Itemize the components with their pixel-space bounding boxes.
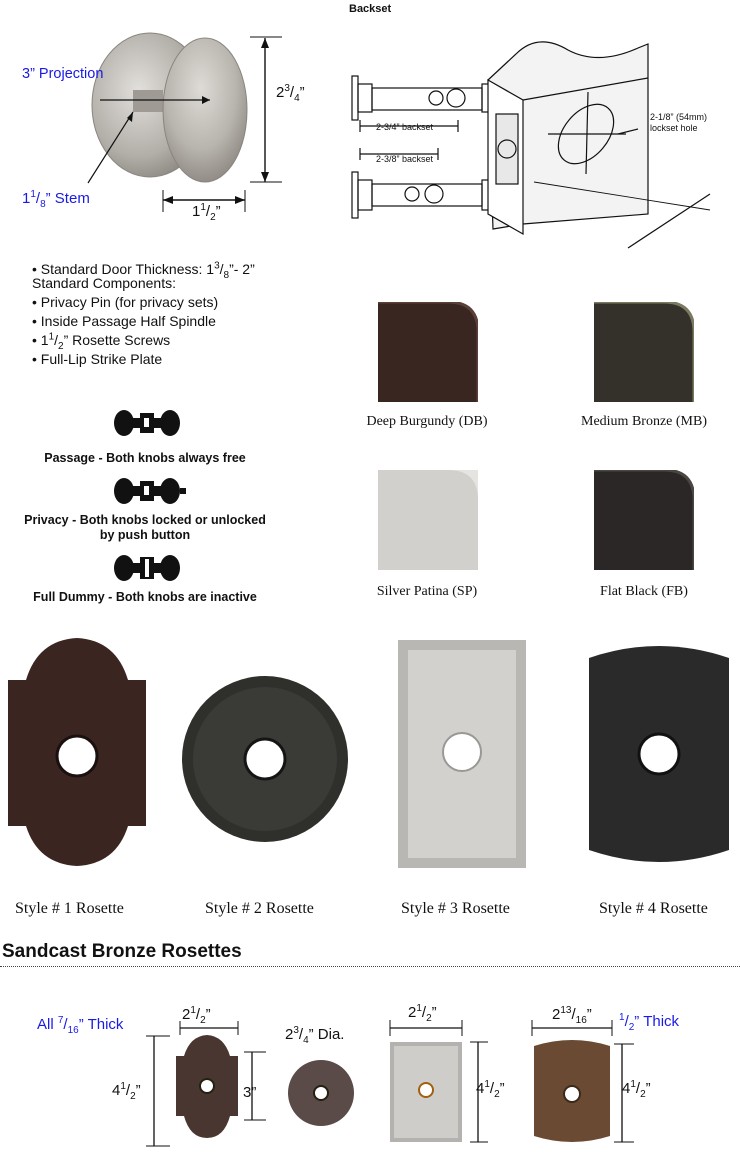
finish-label-sp: Silver Patina (SP) [376,584,478,599]
privacy-icon [110,474,190,513]
rosette-style-2-image [180,674,350,849]
bottom-rosette-1-diagram [140,1020,280,1155]
rosette-style-3-image [398,640,526,873]
rosette-style-1-label: Style # 1 Rosette [15,900,124,917]
spec-strike: • Full-Lip Strike Plate [32,351,163,367]
function-privacy: Privacy - Both knobs locked or unlocked by push button [24,513,266,542]
rosette-style-2-label: Style # 2 Rosette [205,900,314,917]
r2-dia-label: $2^3/_4$” Dia. [285,1025,345,1046]
passage-icon [110,405,185,446]
rosette-style-4-label: Style # 4 Rosette [599,900,708,917]
spec-item: • Inside Passage Half Spindle [32,313,216,329]
spec-screws: • $1^1/_2$” Rosette Screws [32,331,171,352]
r1-height-label: $4^1/_2$” [112,1081,141,1102]
bottom-rosette-2-diagram [286,1058,356,1133]
backset-drawing [338,14,738,264]
r1-inner-label: 3” [243,1084,257,1101]
knob-height-label: $2^3/_4$” [276,83,305,104]
stem-label: $1^1/_8$” Stem [22,189,90,210]
latch1-backset-label: 2-3/4” backset [376,122,434,132]
r4-width-label: $2^{13}/_{16}$” [552,1005,592,1026]
function-passage: Passage - Both knobs always free [44,451,246,465]
projection-label: 3” Projection [22,66,104,82]
latch2-backset-label: 2-3/8” backset [376,154,434,164]
backset-diagram [338,14,738,264]
finish-swatch-mb [594,302,694,402]
rosette-style-1-image [8,636,146,873]
spec-item: • Privacy Pin (for privacy sets) [32,294,219,310]
finish-label-db: Deep Burgundy (DB) [366,414,488,429]
dummy-icon [110,551,185,590]
r4-thick-label: $^1/_2$” Thick [619,1012,680,1033]
finish-swatch-db [378,302,478,402]
all-thick-label: All $^7/_{16}$” Thick [37,1015,124,1036]
knob-width-label: $1^1/_2$” [192,202,221,223]
rosette-style-4-image [585,640,733,873]
components-heading: Standard Components: [32,275,176,291]
finish-swatch-sp [378,470,478,570]
section-divider [0,966,740,967]
finish-label-fb: Flat Black (FB) [600,584,688,599]
backset-title: Backset [349,3,392,15]
rosette-style-3-label: Style # 3 Rosette [401,900,510,917]
r4-height-label: $4^1/_2$” [622,1079,651,1100]
lockset-hole-label: 2-1/8” (54mm) lockset hole [650,112,708,133]
finish-swatch-fb [594,470,694,570]
r1-width-label: $2^1/_2$” [182,1005,211,1026]
section-title: Sandcast Bronze Rosettes [2,941,242,962]
function-dummy: Full Dummy - Both knobs are inactive [33,590,257,604]
finish-label-mb: Medium Bronze (MB) [581,414,707,429]
r3-height-label: $4^1/_2$” [476,1079,505,1100]
r3-width-label: $2^1/_2$” [408,1003,437,1024]
specs-list [32,260,332,369]
door-thickness: • Standard Door Thickness: $1^3/_8”-$ 2” [32,260,255,281]
